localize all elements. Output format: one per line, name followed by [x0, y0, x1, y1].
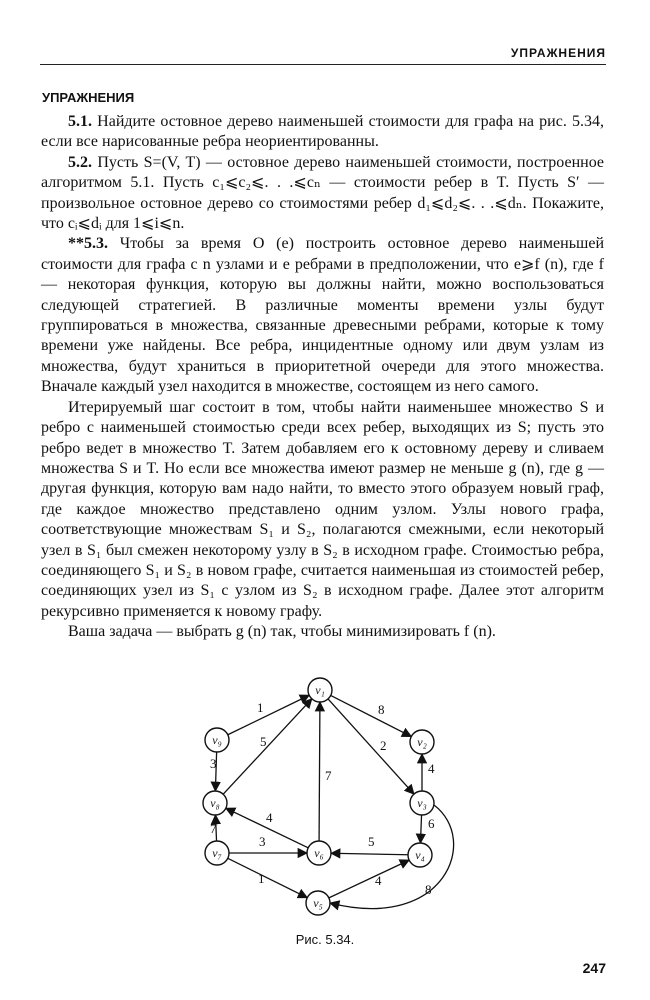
edge-weight: 8	[425, 882, 432, 897]
edge-weight: 8	[378, 702, 385, 717]
edge-weight: 4	[375, 873, 382, 888]
exercise-5-1	[41, 112, 604, 153]
svg-text:v₉: v₉	[212, 733, 222, 747]
exercise-text: Пусть S=(V, T) — остовное дерево наименьшей стоимости, построенное алгоритмом 5.1. Пусть c₁⩽c₂⩽. . .⩽cₙ — стоимости ребер в T. Пусть S′ — произвольное остовное дерево со стоимостями ребер d₁⩽d₂⩽. . .⩽dₙ. Покажите, что cᵢ⩽dᵢ для 1⩽i⩽n.	[41, 153, 605, 233]
svg-text:v₈: v₈	[210, 796, 220, 810]
edge-weight: 3	[259, 834, 266, 849]
node-v4	[408, 843, 432, 867]
page-number: 247	[582, 960, 606, 976]
edge-weight: 1	[257, 700, 264, 715]
node-v2	[410, 730, 434, 754]
figure-caption: Рис. 5.34.	[295, 932, 355, 947]
node-v8	[203, 791, 227, 815]
node-v9	[205, 728, 229, 752]
exercise-5-3	[41, 234, 604, 397]
exercise-label: 5.1.	[68, 113, 92, 130]
node-v7	[205, 841, 229, 865]
svg-text:v₅: v₅	[313, 896, 323, 910]
edge-v5-v4	[329, 860, 409, 898]
exercises-body	[41, 112, 604, 643]
edge-v4-v6	[331, 853, 408, 855]
exercise-label: **5.3.	[68, 235, 108, 253]
exercise-text: Чтобы за время O (e) построить остовное дерево наименьшей стоимости для графа с n узлами и e ребрами в предположении, что e⩾f (n), где f — некоторая функция, которую вы должны найти, можно воспользоваться следующей стратегией. В различные моменты времени узлы будут группироваться в множества, связанные древесными ребрами, которые к тому времени уже найдены. Все ребра, инцидентные одному или двум узлам из множества, будут храниться в приоритетной очереди для этого множества. Вначале каждый узел находится в множестве, состоящем из него самого.	[41, 235, 604, 396]
edge-v3-v4	[420, 815, 421, 843]
exercise-5-2	[41, 153, 604, 235]
edge-weight: 3	[210, 756, 217, 771]
exercise-5-3-paragraph-3	[41, 622, 604, 642]
graph-diagram	[190, 670, 470, 930]
exercise-text: Итерируемый шаг состоит в том, чтобы найти наименьшее множество S и ребро с наименьшей стоимостью среди всех ребер, выходящих из S; пусть это ребро ведет в множество T. Затем добавляем его к остовному дереву и сливаем множества S и T. Но если все множества имеют размер не меньше g (n), где g — другая функция, которую вам надо найти, то вместо этого образуем новый граф, где каждое множество представлено одним узлом. Узлы нового графа, соответствующие множествам S₁ и S₂, полагаются смежными, если некоторый узел в S₁ был смежен некоторому узлу в S₂ в исходном графе. Стоимостью ребра, соединяющего S₁ и S₂ в новом графе, считается наименьшая из стоимостей ребер, соединяющих узел из S₁ с узлом из S₂ в исходном графе. Далее этот алгоритм рекурсивно применяется к новому графу.	[41, 398, 604, 620]
section-title: УПРАЖНЕНИЯ	[42, 90, 135, 105]
edge-v3-v5	[330, 805, 454, 909]
header-rule	[40, 64, 606, 65]
edge-weight: 7	[325, 768, 332, 783]
edge-weight: 7	[210, 821, 217, 836]
svg-text:v₁: v₁	[315, 683, 325, 697]
exercise-label: 5.2.	[68, 153, 92, 171]
svg-text:v₆: v₆	[314, 846, 324, 860]
edge-v1-v3	[328, 699, 414, 794]
svg-text:v₄: v₄	[415, 848, 425, 862]
edge-weight: 4	[266, 810, 273, 825]
svg-text:v₃: v₃	[417, 796, 427, 810]
node-v6	[307, 841, 331, 865]
exercise-5-3-paragraph-2	[41, 398, 604, 622]
edge-weight: 6	[428, 816, 435, 831]
edge-v7-v5	[228, 858, 307, 897]
running-head: УПРАЖНЕНИЯ	[510, 46, 606, 60]
svg-text:v₇: v₇	[212, 846, 222, 860]
node-v1	[308, 678, 332, 702]
edge-weight: 1	[258, 871, 265, 886]
edge-weight: 5	[260, 734, 267, 749]
graph-figure	[190, 670, 470, 930]
exercise-text: Ваша задача — выбрать g (n) так, чтобы минимизировать f (n).	[68, 623, 496, 641]
node-v5	[306, 891, 330, 915]
edge-weight: 2	[380, 738, 387, 753]
svg-text:v₂: v₂	[417, 735, 427, 749]
edge-weight: 4	[428, 761, 435, 776]
edge-v6-v1	[319, 702, 320, 841]
exercise-text: Найдите остовное дерево наименьшей стоимости для графа на рис. 5.34, если все нарисованные ребра неориентированны.	[41, 113, 605, 151]
node-v3	[410, 791, 434, 815]
edge-v8-v1	[223, 699, 312, 794]
edge-weight: 5	[368, 834, 375, 849]
